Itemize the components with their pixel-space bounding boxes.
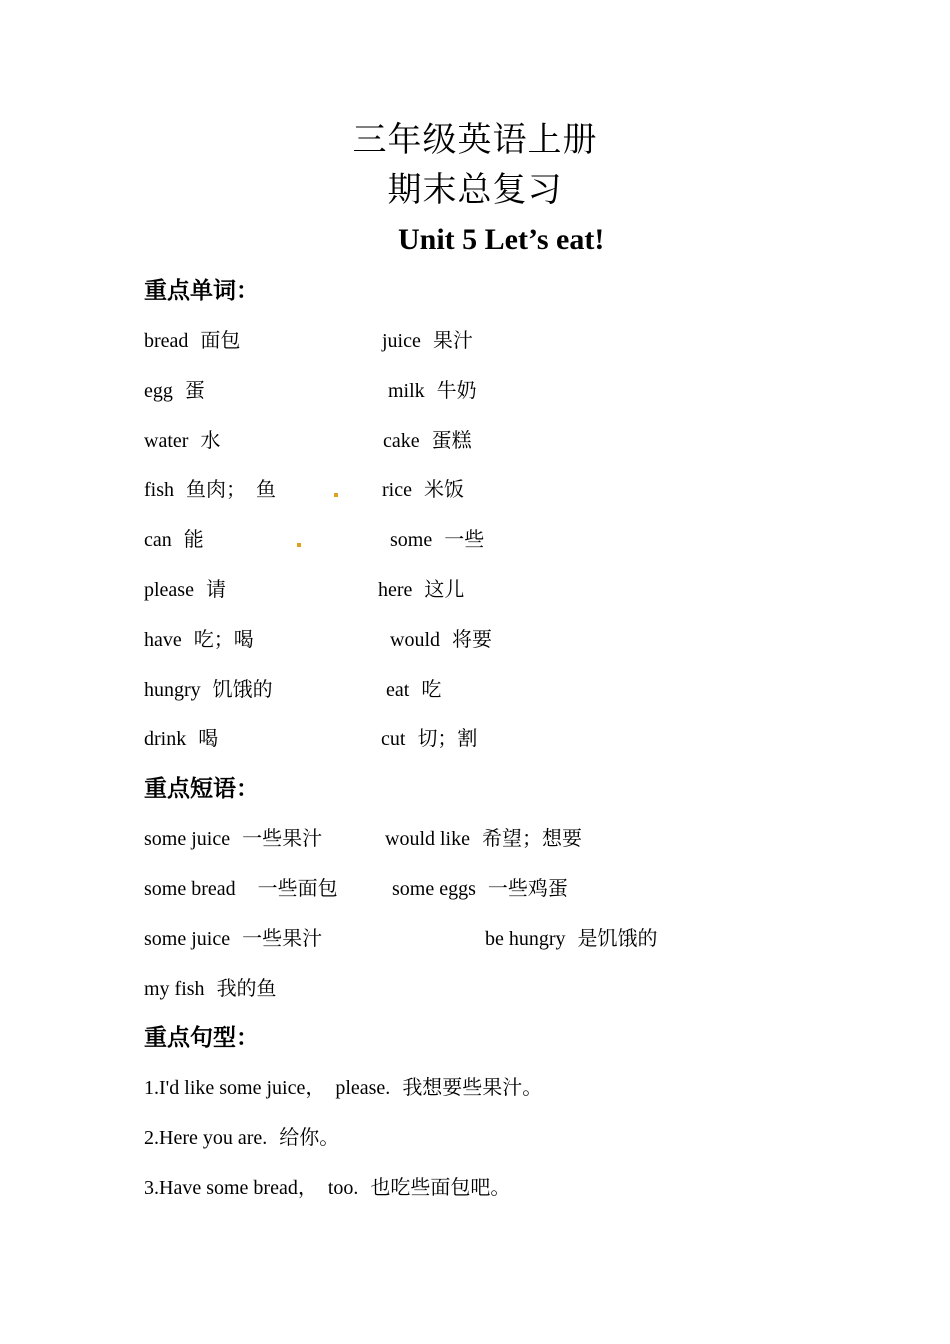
unit-title: Unit 5 Let’s eat! [398, 223, 605, 256]
word-item: drink 喝 [144, 726, 219, 750]
word-item: egg 蛋 [144, 378, 205, 402]
phrase-item: some eggs 一些鸡蛋 [392, 876, 568, 900]
word-item: juice 果汁 [382, 328, 473, 352]
sentence-item: 1.I'd like some juice， please. 我想要些果汁。 [144, 1075, 543, 1099]
sentence-item: 3.Have some bread， too. 也吃些面包吧。 [144, 1175, 511, 1199]
word-item: have 吃；喝 [144, 627, 254, 651]
phrases-heading: 重点短语： [144, 775, 259, 802]
sentences-heading: 重点句型： [144, 1024, 259, 1051]
document-title: 三年级英语上册 [352, 120, 598, 160]
decorative-mark [334, 493, 338, 497]
word-item: cake 蛋糕 [383, 428, 472, 452]
words-heading: 重点单词： [144, 277, 259, 304]
phrase-item: some bread 一些面包 [144, 876, 338, 900]
word-item: would 将要 [390, 627, 492, 651]
word-item: some 一些 [390, 527, 485, 551]
phrase-item: my fish 我的鱼 [144, 976, 277, 1000]
word-item: cut 切；割 [381, 726, 478, 750]
phrase-item: some juice 一些果汁 [144, 926, 323, 950]
word-item: rice 米饭 [382, 477, 464, 501]
document-subtitle: 期末总复习 [387, 170, 563, 210]
sentence-item: 2.Here you are. 给你。 [144, 1125, 340, 1149]
word-item: bread 面包 [144, 328, 241, 352]
word-item: milk 牛奶 [388, 378, 477, 402]
phrase-item: be hungry 是饥饿的 [485, 926, 658, 950]
word-item: can 能 [144, 527, 204, 551]
word-item: eat 吃 [386, 677, 442, 701]
decorative-mark [297, 543, 301, 547]
word-item: hungry 饥饿的 [144, 677, 273, 701]
word-item: here 这儿 [378, 577, 465, 601]
word-item: water 水 [144, 428, 221, 452]
phrase-item: would like 希望；想要 [385, 826, 582, 850]
phrase-item: some juice 一些果汁 [144, 826, 323, 850]
word-item: please 请 [144, 577, 226, 601]
word-item: fish 鱼肉； 鱼 [144, 477, 276, 501]
